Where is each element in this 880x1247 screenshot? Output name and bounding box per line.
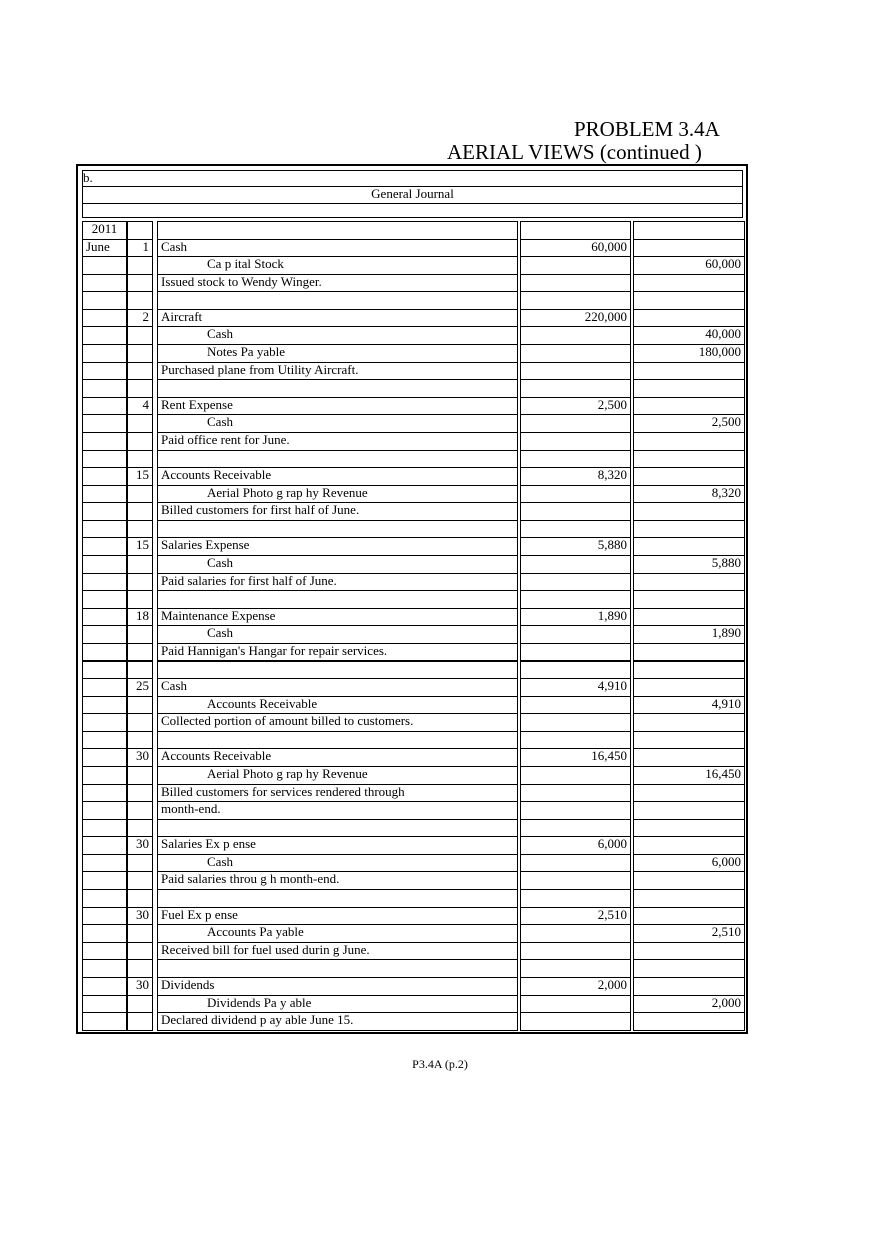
entry-description	[157, 450, 518, 469]
credit-amount: 6,000	[633, 854, 745, 873]
entry-month	[82, 256, 127, 275]
credit-amount: 8,320	[633, 485, 745, 504]
entry-month	[82, 977, 127, 996]
entry-day	[127, 731, 153, 750]
entry-month	[82, 537, 127, 556]
credit-amount	[633, 819, 745, 838]
credit-amount	[633, 450, 745, 469]
entry-day	[127, 942, 153, 961]
credit-amount	[633, 467, 745, 486]
general-journal-frame	[76, 164, 748, 1034]
debit-amount: 5,880	[520, 537, 631, 556]
entry-month	[82, 784, 127, 803]
entry-day	[127, 555, 153, 574]
credit-amount	[633, 537, 745, 556]
entry-description: Cash	[157, 555, 518, 574]
company-title: AERIAL VIEWS (continued )	[447, 140, 702, 164]
entry-month	[82, 344, 127, 363]
credit-amount	[633, 784, 745, 803]
entry-month	[82, 713, 127, 732]
entry-month	[82, 625, 127, 644]
credit-amount: 2,510	[633, 924, 745, 943]
credit-amount	[633, 836, 745, 855]
credit-amount: 40,000	[633, 326, 745, 345]
debit-amount: 2,000	[520, 977, 631, 996]
header-spacer-row	[82, 203, 743, 218]
entry-day	[127, 414, 153, 433]
entry-day	[127, 889, 153, 908]
entry-month	[82, 555, 127, 574]
entry-month	[82, 731, 127, 750]
entry-description	[157, 959, 518, 978]
entry-description: Accounts Receivable	[157, 467, 518, 486]
entry-month	[82, 889, 127, 908]
entry-description: Issued stock to Wendy Winger.	[157, 274, 518, 293]
entry-month	[82, 274, 127, 293]
page-footer: P3.4A (p.2)	[412, 1057, 468, 1071]
part-label: b.	[82, 170, 743, 187]
debit-amount: 220,000	[520, 309, 631, 328]
entry-month	[82, 502, 127, 521]
debit-amount	[520, 414, 631, 433]
credit-amount	[633, 678, 745, 697]
debit-amount	[520, 291, 631, 310]
debit-amount	[520, 801, 631, 820]
entry-day	[127, 291, 153, 310]
entry-day	[127, 1012, 153, 1031]
credit-amount	[633, 239, 745, 258]
credit-amount	[633, 871, 745, 890]
debit-amount: 8,320	[520, 467, 631, 486]
entry-month	[82, 450, 127, 469]
entry-description: Cash	[157, 326, 518, 345]
debit-amount	[520, 432, 631, 451]
entry-day: 1	[127, 239, 153, 258]
entry-description: Aircraft	[157, 309, 518, 328]
entry-month	[82, 414, 127, 433]
entry-month	[82, 854, 127, 873]
entry-description: Aerial Photo g rap hy Revenue	[157, 485, 518, 504]
header-blank-cell	[633, 221, 745, 240]
debit-amount: 2,500	[520, 397, 631, 416]
entry-description	[157, 661, 518, 680]
credit-amount	[633, 432, 745, 451]
entry-day	[127, 379, 153, 398]
debit-amount	[520, 362, 631, 381]
debit-amount: 6,000	[520, 836, 631, 855]
entry-description	[157, 590, 518, 609]
credit-amount	[633, 362, 745, 381]
entry-day: 18	[127, 608, 153, 627]
entry-day	[127, 854, 153, 873]
debit-amount	[520, 819, 631, 838]
entry-description: Purchased plane from Utility Aircraft.	[157, 362, 518, 381]
entry-day	[127, 643, 153, 662]
entry-month	[82, 678, 127, 697]
entry-description	[157, 731, 518, 750]
entry-description: Accounts Receivable	[157, 748, 518, 767]
debit-amount	[520, 871, 631, 890]
credit-amount	[633, 643, 745, 662]
debit-amount	[520, 924, 631, 943]
entry-day	[127, 362, 153, 381]
credit-amount: 16,450	[633, 766, 745, 785]
credit-amount	[633, 520, 745, 539]
credit-amount	[633, 1012, 745, 1031]
entry-description	[157, 889, 518, 908]
entry-description: Dividends	[157, 977, 518, 996]
entry-day	[127, 959, 153, 978]
header-blank-cell	[520, 221, 631, 240]
entry-description: Cash	[157, 854, 518, 873]
entry-month	[82, 362, 127, 381]
entry-month	[82, 397, 127, 416]
debit-amount	[520, 485, 631, 504]
entry-month: June	[82, 239, 127, 258]
entry-day: 4	[127, 397, 153, 416]
entry-month	[82, 520, 127, 539]
credit-amount	[633, 801, 745, 820]
credit-amount	[633, 274, 745, 293]
debit-amount	[520, 520, 631, 539]
credit-amount	[633, 590, 745, 609]
entry-description: Collected portion of amount billed to customers.	[157, 713, 518, 732]
entry-description: Maintenance Expense	[157, 608, 518, 627]
debit-amount: 16,450	[520, 748, 631, 767]
debit-amount	[520, 784, 631, 803]
entry-day: 2	[127, 309, 153, 328]
entry-day	[127, 432, 153, 451]
credit-amount	[633, 608, 745, 627]
entry-description: Accounts Pa yable	[157, 924, 518, 943]
entry-month	[82, 309, 127, 328]
credit-amount: 2,000	[633, 995, 745, 1014]
entry-description: Billed customers for first half of June.	[157, 502, 518, 521]
debit-amount	[520, 995, 631, 1014]
credit-amount	[633, 713, 745, 732]
entry-month	[82, 959, 127, 978]
entry-day	[127, 625, 153, 644]
entry-description: Rent Expense	[157, 397, 518, 416]
entry-day	[127, 661, 153, 680]
entry-description: Billed customers for services rendered through	[157, 784, 518, 803]
entry-day	[127, 713, 153, 732]
credit-amount	[633, 397, 745, 416]
entry-day: 30	[127, 907, 153, 926]
credit-amount: 1,890	[633, 625, 745, 644]
debit-amount	[520, 959, 631, 978]
debit-amount: 4,910	[520, 678, 631, 697]
entry-day	[127, 819, 153, 838]
problem-title: PROBLEM 3.4A	[574, 117, 720, 141]
entry-description: month-end.	[157, 801, 518, 820]
entry-day	[127, 326, 153, 345]
entry-description: Paid Hannigan's Hangar for repair services.	[157, 643, 518, 662]
debit-amount	[520, 643, 631, 662]
credit-amount	[633, 731, 745, 750]
entry-description: Received bill for fuel used durin g June.	[157, 942, 518, 961]
debit-amount	[520, 942, 631, 961]
debit-amount	[520, 854, 631, 873]
entry-description: Fuel Ex p ense	[157, 907, 518, 926]
credit-amount	[633, 573, 745, 592]
entry-day	[127, 766, 153, 785]
debit-amount	[520, 766, 631, 785]
debit-amount	[520, 590, 631, 609]
entry-description: Cash	[157, 239, 518, 258]
entry-month	[82, 819, 127, 838]
credit-amount	[633, 942, 745, 961]
debit-amount	[520, 661, 631, 680]
entry-day	[127, 924, 153, 943]
entry-month	[82, 326, 127, 345]
credit-amount	[633, 748, 745, 767]
entry-description: Accounts Receivable	[157, 696, 518, 715]
entry-month	[82, 942, 127, 961]
entry-month	[82, 379, 127, 398]
credit-amount	[633, 379, 745, 398]
entry-day: 15	[127, 537, 153, 556]
entry-month	[82, 291, 127, 310]
credit-amount: 5,880	[633, 555, 745, 574]
debit-amount	[520, 1012, 631, 1031]
credit-amount	[633, 889, 745, 908]
entry-description: Aerial Photo g rap hy Revenue	[157, 766, 518, 785]
entry-day	[127, 344, 153, 363]
entry-month	[82, 590, 127, 609]
entry-month	[82, 467, 127, 486]
entry-description: Cash	[157, 678, 518, 697]
debit-amount: 2,510	[520, 907, 631, 926]
credit-amount: 180,000	[633, 344, 745, 363]
debit-amount	[520, 625, 631, 644]
entry-description	[157, 291, 518, 310]
credit-amount: 2,500	[633, 414, 745, 433]
debit-amount	[520, 696, 631, 715]
debit-amount	[520, 555, 631, 574]
entry-day	[127, 590, 153, 609]
credit-amount: 60,000	[633, 256, 745, 275]
debit-amount	[520, 344, 631, 363]
entry-description: Notes Pa yable	[157, 344, 518, 363]
debit-amount	[520, 256, 631, 275]
entry-day	[127, 274, 153, 293]
entry-month	[82, 748, 127, 767]
entry-description	[157, 379, 518, 398]
entry-month	[82, 871, 127, 890]
entry-month	[82, 696, 127, 715]
entry-month	[82, 485, 127, 504]
entry-month	[82, 836, 127, 855]
entry-description: Ca p ital Stock	[157, 256, 518, 275]
entry-description: Dividends Pa y able	[157, 995, 518, 1014]
entry-description	[157, 819, 518, 838]
entry-day: 15	[127, 467, 153, 486]
entry-day	[127, 784, 153, 803]
entry-description: Salaries Ex p ense	[157, 836, 518, 855]
entry-month	[82, 661, 127, 680]
entry-day	[127, 485, 153, 504]
debit-amount	[520, 502, 631, 521]
entry-day: 30	[127, 836, 153, 855]
debit-amount	[520, 450, 631, 469]
entry-month	[82, 801, 127, 820]
debit-amount	[520, 326, 631, 345]
header-blank-cell	[157, 221, 518, 240]
entry-month	[82, 573, 127, 592]
credit-amount	[633, 959, 745, 978]
credit-amount: 4,910	[633, 696, 745, 715]
entry-day	[127, 520, 153, 539]
year-cell: 2011	[82, 221, 127, 240]
entry-description: Cash	[157, 414, 518, 433]
debit-amount: 1,890	[520, 608, 631, 627]
debit-amount	[520, 889, 631, 908]
header-blank-cell	[127, 221, 153, 240]
entry-day	[127, 871, 153, 890]
entry-day	[127, 696, 153, 715]
journal-title: General Journal	[82, 186, 743, 204]
entry-day: 25	[127, 678, 153, 697]
debit-amount	[520, 379, 631, 398]
debit-amount: 60,000	[520, 239, 631, 258]
entry-description: Paid salaries for first half of June.	[157, 573, 518, 592]
entry-description: Paid office rent for June.	[157, 432, 518, 451]
entry-month	[82, 608, 127, 627]
entry-description	[157, 520, 518, 539]
entry-day	[127, 450, 153, 469]
entry-description: Salaries Expense	[157, 537, 518, 556]
entry-month	[82, 1012, 127, 1031]
debit-amount	[520, 731, 631, 750]
entry-description: Paid salaries throu g h month-end.	[157, 871, 518, 890]
entry-day	[127, 995, 153, 1014]
entry-day	[127, 256, 153, 275]
entry-description: Declared dividend p ay able June 15.	[157, 1012, 518, 1031]
entry-month	[82, 924, 127, 943]
debit-amount	[520, 573, 631, 592]
entry-month	[82, 432, 127, 451]
entry-month	[82, 643, 127, 662]
credit-amount	[633, 661, 745, 680]
credit-amount	[633, 977, 745, 996]
entry-day	[127, 801, 153, 820]
entry-day: 30	[127, 977, 153, 996]
credit-amount	[633, 291, 745, 310]
entry-day	[127, 573, 153, 592]
credit-amount	[633, 907, 745, 926]
entry-month	[82, 766, 127, 785]
entry-month	[82, 995, 127, 1014]
entry-day: 30	[127, 748, 153, 767]
debit-amount	[520, 713, 631, 732]
entry-day	[127, 502, 153, 521]
entry-description: Cash	[157, 625, 518, 644]
credit-amount	[633, 309, 745, 328]
credit-amount	[633, 502, 745, 521]
entry-month	[82, 907, 127, 926]
debit-amount	[520, 274, 631, 293]
